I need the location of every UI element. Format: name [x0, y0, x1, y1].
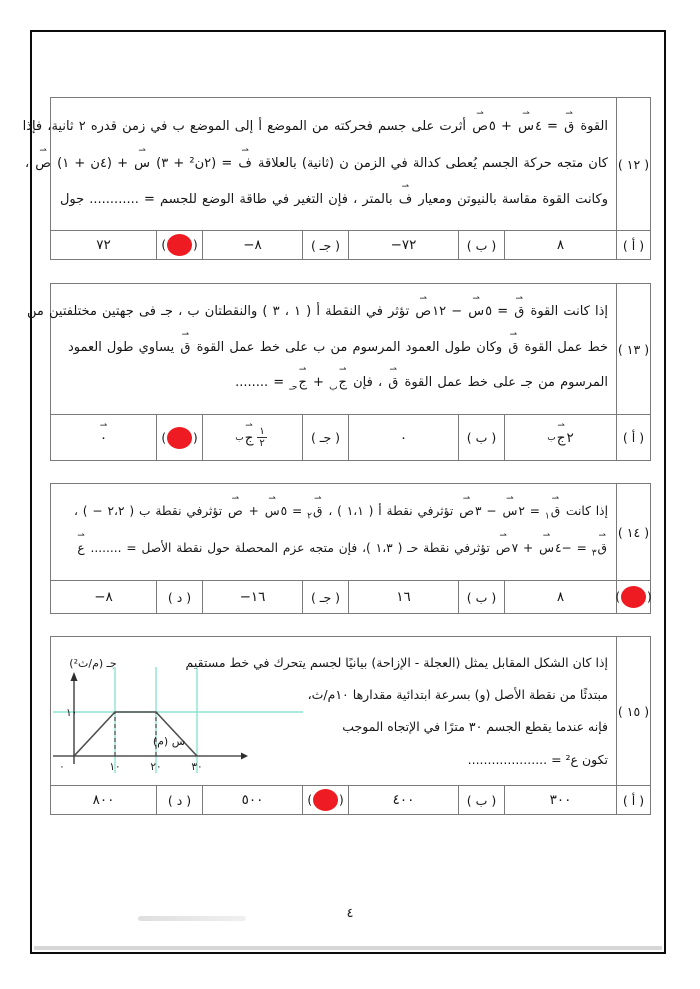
option-a-value: ٨: [504, 231, 616, 259]
option-b-value: ٤٠٠: [348, 786, 458, 814]
question-12: [22, 97, 651, 260]
question-text: [27, 284, 616, 414]
svg-text:س (م): س (م): [152, 735, 186, 748]
option-c-value: ٨−: [202, 231, 302, 259]
chart-svg: [47, 643, 309, 793]
option-b-value: ١٦: [348, 581, 458, 613]
question-line: خط عمل القوة ق ⇀ وكان طول العمود المرسوم من ب على خط عمل القوة ق ⇀ يساوي طول العمود: [57, 339, 608, 358]
option-b-label: ( ب ): [458, 581, 504, 613]
svg-text:٣٠: ٣٠: [191, 761, 203, 773]
option-d-value: ٧٢: [96, 237, 111, 253]
option-c-label: ( جـ ): [302, 231, 348, 259]
question-15: [50, 636, 651, 815]
question-text: [51, 484, 616, 580]
question-line: فإنه عندما يقطع الجسم ٣٠ مترًا في الإتجاه الموجب: [342, 719, 608, 735]
question-14: [50, 483, 651, 614]
option-d-value: ٨−: [94, 589, 113, 605]
option-d-value: ٠ ⇀: [51, 415, 156, 460]
option-b-value: ٠: [348, 415, 458, 460]
question-number: ( ١٥ ): [616, 637, 650, 785]
option-a-label: ( أ ): [616, 231, 650, 259]
option-c-value: ١ ٢ ج ⇀ ب: [202, 415, 302, 460]
acceleration-displacement-graph: [51, 637, 313, 785]
question-number: ( ١٢ ): [616, 98, 650, 230]
question-number: ( ١٣ ): [616, 284, 650, 414]
option-d-value: ٨٠٠: [92, 792, 115, 808]
question-line: مبتدئًا من نقطة الأصل (و) بسرعة ابتدائية مقدارها ١٠م/ث،: [307, 687, 608, 703]
option-b-value: ٧٢−: [348, 231, 458, 259]
question-line: إذا كانت ق $⇀_١$ = ٢س ⇀ − ٣ص ⇀ تؤثرفي نقطة أ ( ١،١ ) ، ق $⇀_٢$ = ٥س ⇀ + ص ⇀ تؤثرفي نقطة ب ( ‪− ٢،٢‬ ) ،: [57, 503, 608, 523]
svg-text:جـ (م/ث²): جـ (م/ث²): [69, 657, 117, 670]
option-a-value: ٢ ج ⇀ ب: [504, 415, 616, 460]
option-b-label: ( ب ): [458, 231, 504, 259]
svg-text:١٠: ١٠: [109, 761, 121, 773]
question-line: إذا كان الشكل المقابل يمثل (العجلة - الإزاحة) بيانيًا لجسم يتحرك في خط مستقيم: [185, 654, 608, 670]
selected-answer-mark: [313, 789, 338, 811]
question-line: ق $⇀_٣$ = −٤س ⇀ + ٧ص ⇀ تؤثرفي نقطة حـ ( ‪١،٣‬ )، فإن متجه عزم المحصلة حول نقطة الأصل = ........ ع ⇀: [57, 540, 608, 560]
question-line: القوة ق ⇀ = ٤س ⇀ + ٥ص ⇀ أثرت على جسم فحركته من الموضع أ إلى الموضع ب في زمن قدره ٢ ثانية، فإذا: [57, 118, 608, 137]
option-d-label: ( ): [156, 231, 202, 259]
option-c-value: ٥٠٠: [202, 786, 302, 814]
question-number: ( ١٤ ): [616, 484, 650, 580]
option-d-label: ( د ): [156, 581, 202, 613]
option-c-value: ١٦−: [202, 581, 302, 613]
option-b-label: ( ب ): [458, 786, 504, 814]
option-b-label: ( ب ): [458, 415, 504, 460]
selected-answer-mark: [167, 234, 192, 256]
option-c-label: ( جـ ): [302, 415, 348, 460]
option-a-value: ٨: [504, 581, 616, 613]
question-text: [185, 637, 616, 785]
option-c-label: ( جـ ): [302, 581, 348, 613]
question-line: كان متجه حركة الجسم يُعطى كدالة في الزمن ن (ثانية) بالعلاقة ف ⇀ = (٢ن² + ٣) س ⇀ + (٤ن + ١) ص ⇀ ،: [57, 155, 608, 174]
option-c-label: ( ): [302, 786, 348, 814]
selected-answer-mark: [167, 427, 192, 449]
option-a-label: ( أ ): [616, 786, 650, 814]
question-text: [22, 98, 616, 230]
answer-row: [51, 414, 650, 460]
answer-row: [51, 580, 650, 613]
question-line: وكانت القوة مقاسة بالنيوتن ومعيار ف ⇀ بالمتر ، فإن التغير في طاقة الوضع للجسم = ............ جول: [57, 191, 608, 210]
svg-text:١٠: ١٠: [66, 707, 78, 719]
scan-artifact-band: [34, 946, 662, 950]
question-line: إذا كانت القوة ق ⇀ = ٥س ⇀ − ١٢ص ⇀ تؤثر في النقطة أ ( ‪١ ، ٣‬ ) والنقطتان ب ، جـ فى جهتين مختلفتين من: [57, 303, 608, 322]
selected-answer-mark: [621, 586, 646, 608]
svg-text:٠: ٠: [59, 761, 65, 773]
question-line: تكون ع² = ....................: [467, 751, 608, 767]
option-d-label: ( د ): [156, 786, 202, 814]
svg-text:٢٠: ٢٠: [150, 761, 162, 773]
option-d-label: ( ): [156, 415, 202, 460]
option-a-label: ( أ ): [616, 415, 650, 460]
option-a-label: ( ): [616, 581, 650, 613]
question-line: المرسوم من جـ على خط عمل القوة ق ⇀ ، فإن ج $⇀_ب$ + ج $⇀_{حـ}$ = ........: [57, 374, 608, 395]
answer-row: [51, 230, 650, 259]
page-number: ٤: [346, 906, 354, 921]
option-a-value: ٣٠٠: [504, 786, 616, 814]
question-13: [27, 283, 651, 461]
